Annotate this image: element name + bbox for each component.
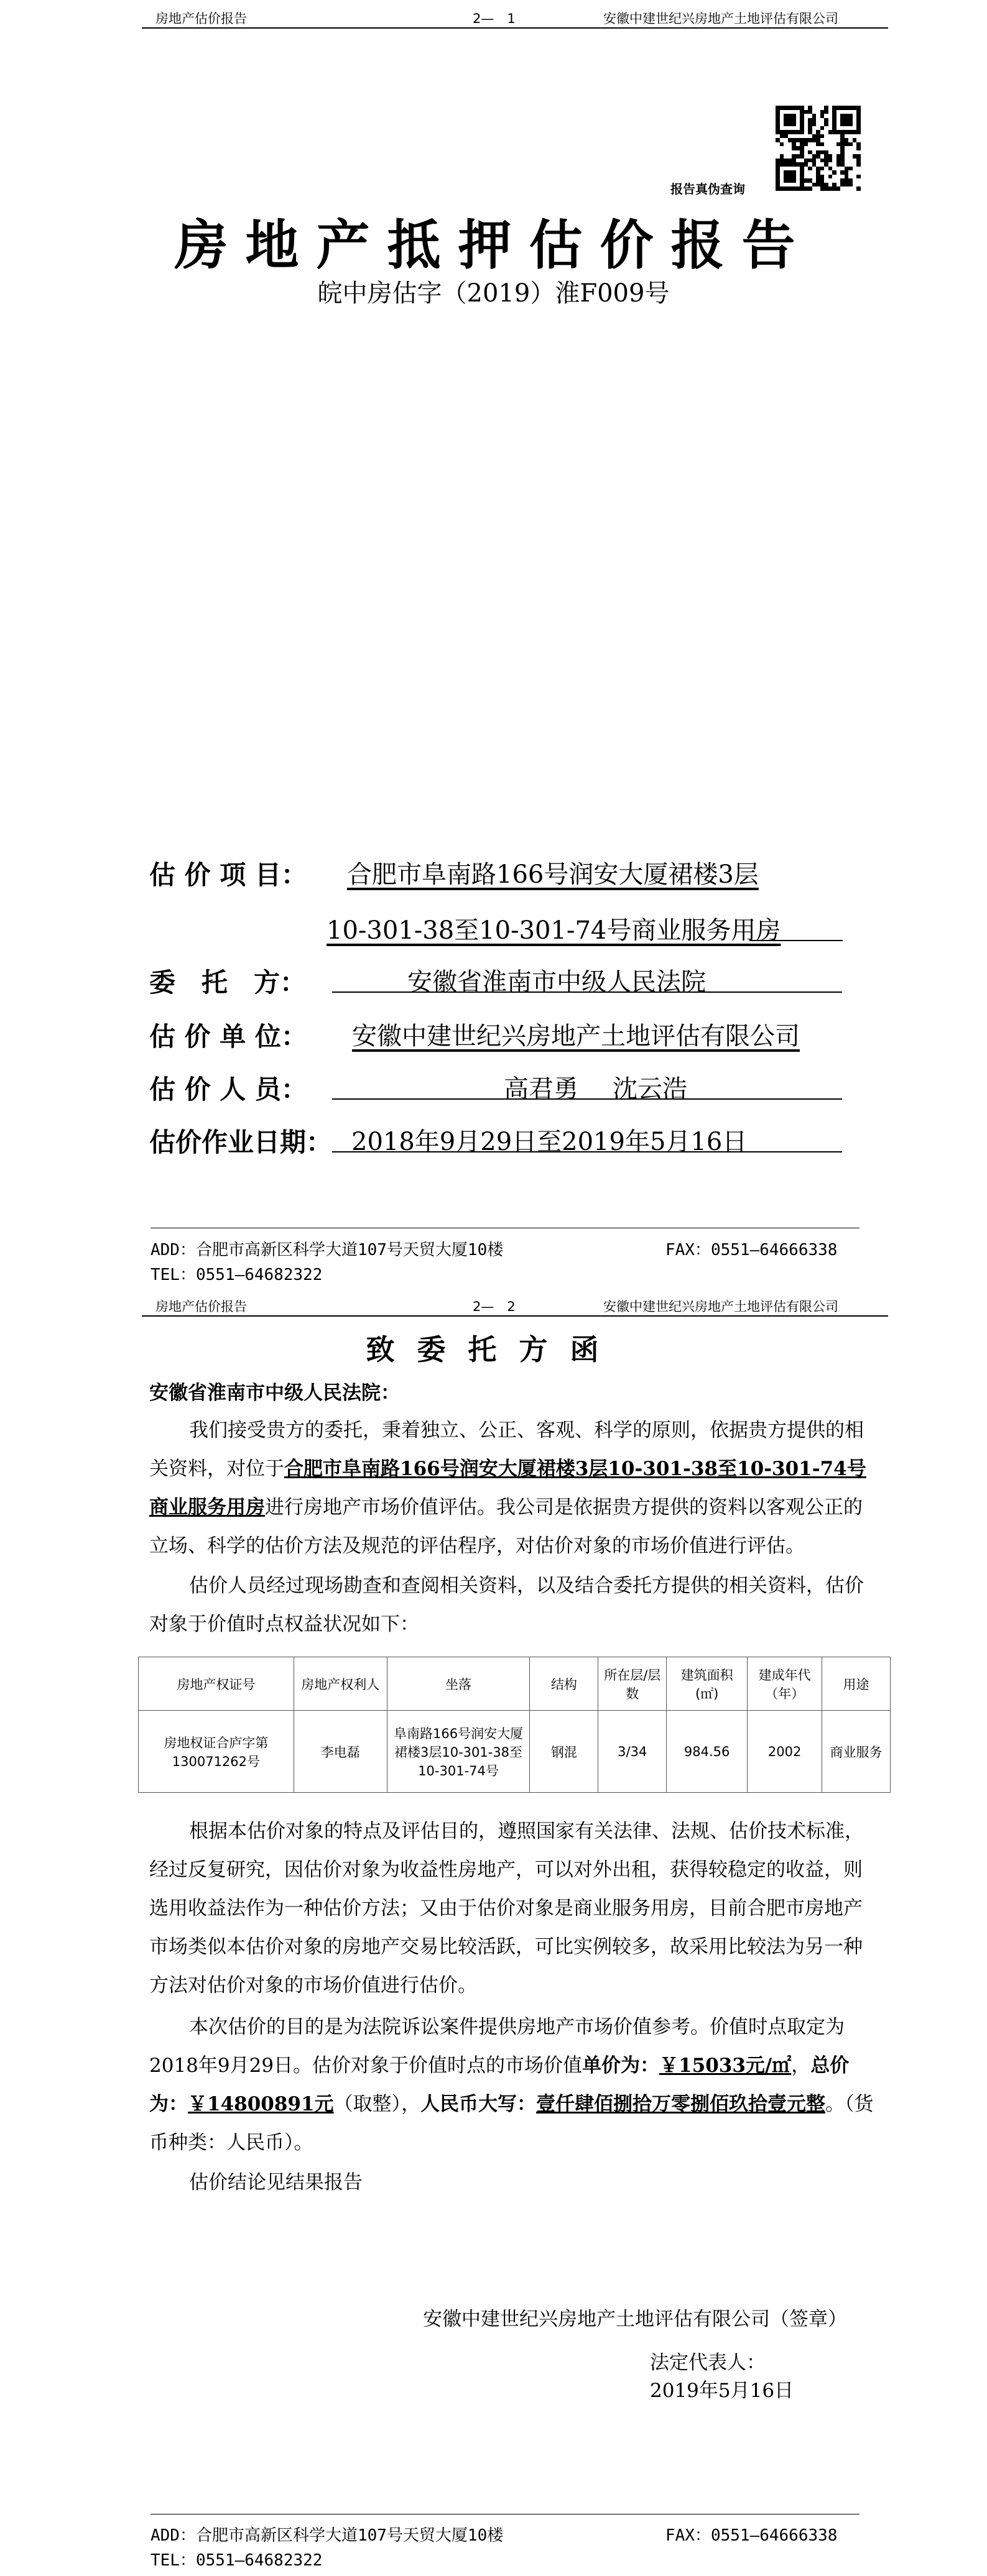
total-price: ￥14800891元	[188, 2093, 334, 2115]
table-header: 建成年代（年）	[748, 1657, 822, 1711]
client-value: 安徽省淮南市中级人民法院	[407, 968, 706, 996]
table-header: 坐落	[387, 1657, 530, 1711]
letter-salutation: 安徽省淮南市中级人民法院：	[149, 1382, 400, 1404]
table-header: 结构	[530, 1657, 598, 1711]
paragraph-1	[149, 1411, 877, 1565]
unit-label: 估 价 单 位：	[149, 1021, 307, 1052]
table-cell: 阜南路166号润安大厦裙楼3层10-301-38至10-301-74号	[387, 1711, 530, 1793]
table-cell: 商业服务	[822, 1711, 891, 1793]
rights-table	[138, 1657, 891, 1793]
table-header: 用途	[822, 1657, 891, 1711]
page1-header-left: 房地产估价报告	[155, 11, 247, 26]
project-value-line1: 合肥市阜南路166号润安大厦裙楼3层	[347, 860, 759, 889]
letter-heading: 致委托方函	[366, 1333, 621, 1366]
page2-header-page: 2— 2	[473, 1299, 516, 1314]
period-value: 2018年9月29日至2019年5月16日	[351, 1128, 748, 1156]
table-cell: 房地权证合庐字第130071262号	[139, 1711, 294, 1793]
project-label: 估 价 项 目：	[149, 860, 307, 890]
table-row	[139, 1711, 891, 1793]
qr-caption: 报告真伪查询	[670, 182, 745, 196]
page1-footer-fax: FAX：0551—64666338	[665, 1241, 838, 1259]
rmb-uppercase: 壹仟肆佰捌拾万零捌佰玖拾壹元整	[536, 2093, 826, 2115]
page2-footer-tel: TEL：0551—64682322	[151, 2551, 323, 2570]
rmb-label: 人民币大写：	[420, 2093, 537, 2115]
page1-footer-tel: TEL：0551—64682322	[151, 1266, 323, 1284]
table-header: 所在层/层数	[598, 1657, 667, 1711]
paragraph-1-rest: 进行房地产市场价值评估。我公司是依据贵方提供的资料以客观公正的立场、科学的估价方法及规范的评估程序，对估价对象的市场价值进行评估。	[149, 1496, 863, 1557]
total-price-label: 总价为：	[149, 2054, 850, 2115]
unit-price-label: 单价为：	[582, 2054, 660, 2077]
legal-representative: 法定代表人：	[650, 2352, 766, 2374]
table-cell: 984.56	[667, 1711, 748, 1793]
paragraph-4: 本次估价的目的是为法院诉讼案件提供房地产市场价值参考。价值时点取定为2018年9月29日。估价对象于价值时点的市场价值单价为：￥15033元/㎡，总价为：￥14800891元（取整），人民币大写：壹仟肆佰捌拾万零捌佰玖拾壹元整。（货币种类：人民币）。	[149, 2016, 874, 2154]
paragraph-1-intro: 我们接受贵方的委托，秉着独立、公正、客观、科学的原则，依据贵方提供的相关资料，对位于	[149, 1419, 864, 1480]
report-number: 皖中房估字（2019）淮F009号	[317, 279, 670, 308]
page2-footer-address: ADD：合肥市高新区科学大道107号天贸大厦10楼	[151, 2526, 504, 2545]
project-underline-ext	[749, 940, 843, 941]
property-address: 合肥市阜南路166号润安大厦裙楼3层10-301-38至10-301-74号商业服务用房	[149, 1458, 866, 1519]
unit-value: 安徽中建世纪兴房地产土地评估有限公司	[352, 1022, 800, 1051]
table-cell: 钢混	[530, 1711, 598, 1793]
page2-header-left: 房地产估价报告	[155, 1299, 247, 1314]
unit-price: ￥15033元/㎡	[659, 2054, 792, 2077]
sign-company: 安徽中建世纪兴房地产土地评估有限公司（签章）	[423, 2308, 847, 2330]
project-value-line2: 10-301-38至10-301-74号商业服务用房	[327, 916, 781, 945]
period-label: 估价作业日期：	[149, 1127, 333, 1157]
paragraph-5: 估价结论见结果报告	[189, 2171, 363, 2194]
page1-header-page: 2— 1	[473, 11, 516, 26]
page1-footer-address: ADD：合肥市高新区科学大道107号天贸大厦10楼	[151, 1241, 504, 1259]
page2-header-rule	[142, 1315, 888, 1317]
appraiser-1: 高君勇	[504, 1075, 578, 1103]
table-header: 建筑面积(㎡)	[667, 1657, 748, 1711]
table-header-row	[139, 1657, 891, 1711]
report-title: 房地产抵押估价报告	[174, 214, 813, 277]
total-note: （取整）	[333, 2093, 402, 2115]
page2-footer-fax: FAX：0551—64666338	[665, 2526, 838, 2545]
appraiser-2: 沈云浩	[613, 1075, 687, 1103]
appraisers-label: 估 价 人 员：	[149, 1074, 307, 1105]
sign-date: 2019年5月16日	[650, 2380, 794, 2402]
appraisers-underline	[332, 1098, 842, 1100]
client-label: 委 托 方：	[149, 967, 307, 998]
table-cell: 2002	[748, 1711, 822, 1793]
qr-code-icon	[776, 106, 861, 191]
page1-header-rule	[142, 27, 888, 29]
page2-header-right: 安徽中建世纪兴房地产土地评估有限公司	[603, 1299, 838, 1314]
table-header: 房地产权利人	[294, 1657, 387, 1711]
currency-note: （货币种类：人民币）。	[149, 2093, 874, 2154]
paragraph-4-intro: 本次估价的目的是为法院诉讼案件提供房地产市场价值参考。价值时点取定为2018年9月29日。估价对象于价值时点的市场价值	[149, 2016, 845, 2077]
table-cell: 3/34	[598, 1711, 667, 1793]
table-header: 房地产权证号	[139, 1657, 294, 1711]
page1-header-right: 安徽中建世纪兴房地产土地评估有限公司	[603, 11, 838, 26]
paragraph-3: 根据本估价对象的特点及评估目的，遵照国家有关法律、法规、估价技术标准，经过反复研究，因估价对象为收益性房地产，可以对外出租，获得较稳定的收益，则选用收益法作为一种估价方法；又由于估价对象是商业服务用房，目前合肥市房地产市场类似本估价对象的房地产交易比较活跃，可比实例较多，故采用比较法为另一种方法对估价对象的市场价值进行估价。	[149, 1820, 864, 1997]
paragraph-2: 估价人员经过现场勘查和查阅相关资料，以及结合委托方提供的相关资料，估价对象于价值时点权益状况如下：	[149, 1575, 864, 1635]
table-cell: 李电磊	[294, 1711, 387, 1793]
